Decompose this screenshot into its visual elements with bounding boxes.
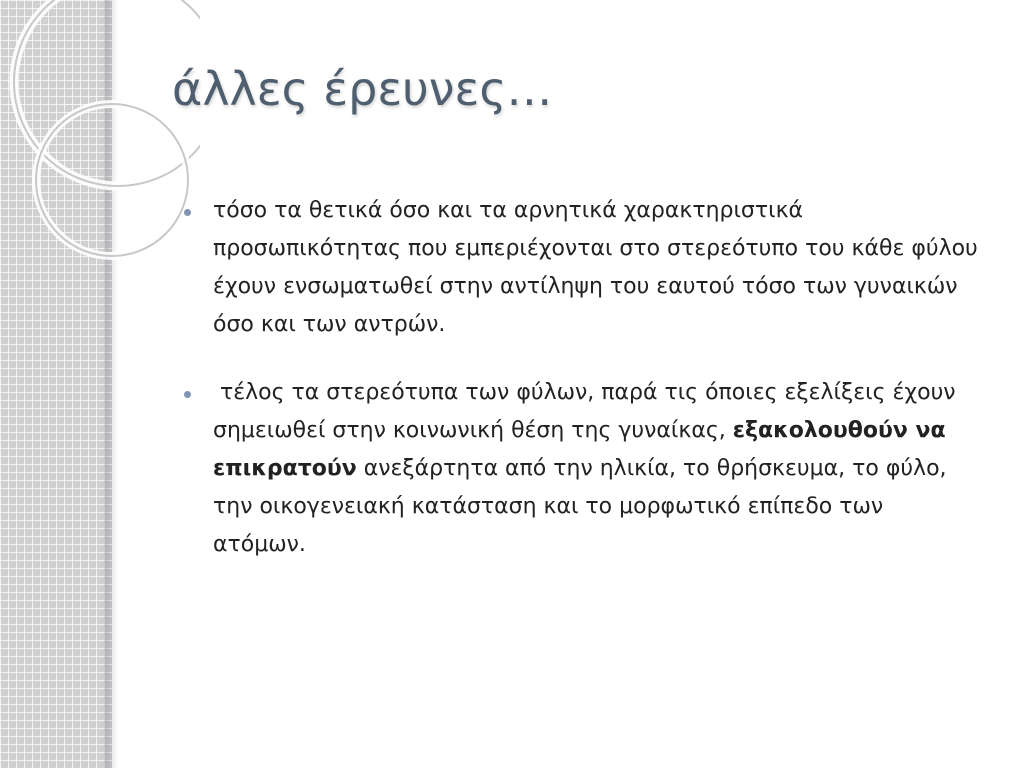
bullet-text-2-emphasis: εξακολουθούν να επικρατούν xyxy=(213,418,946,481)
bullet-item-1 xyxy=(182,192,982,344)
bullet-item-2 xyxy=(182,374,982,564)
bullet-text-1: τόσο τα θετικά όσο και τα αρνητικά χαρακτηριστικά προσωπικότητας που εμπεριέχονται στο στερεότυπο του κάθε φύλου έχουν ενσωματωθεί στην αντίληψη του εαυτού τόσο των γυναικών όσο και των αντρών. xyxy=(213,198,978,337)
bullet-text-2-before: τέλος τα στερεότυπα των φύλων, παρά τις όποιες εξελίξεις έχουν σημειωθεί στην κοινωνική θέση της γυναίκας, xyxy=(213,380,963,443)
decorative-rings xyxy=(0,0,200,260)
bullet-dot-icon xyxy=(184,391,191,398)
decorative-ring-small-edge xyxy=(36,104,188,256)
bullet-dot-icon xyxy=(184,209,191,216)
bullet-text-2-after: ανεξάρτητα από την ηλικία, το θρήσκευμα, το φύλο, την οικογενειακή κατάσταση και το μορφωτικό επίπεδο των ατόμων. xyxy=(213,456,947,557)
bullet-list xyxy=(182,192,982,564)
slide-title: άλλες έρευνες… xyxy=(172,62,553,116)
